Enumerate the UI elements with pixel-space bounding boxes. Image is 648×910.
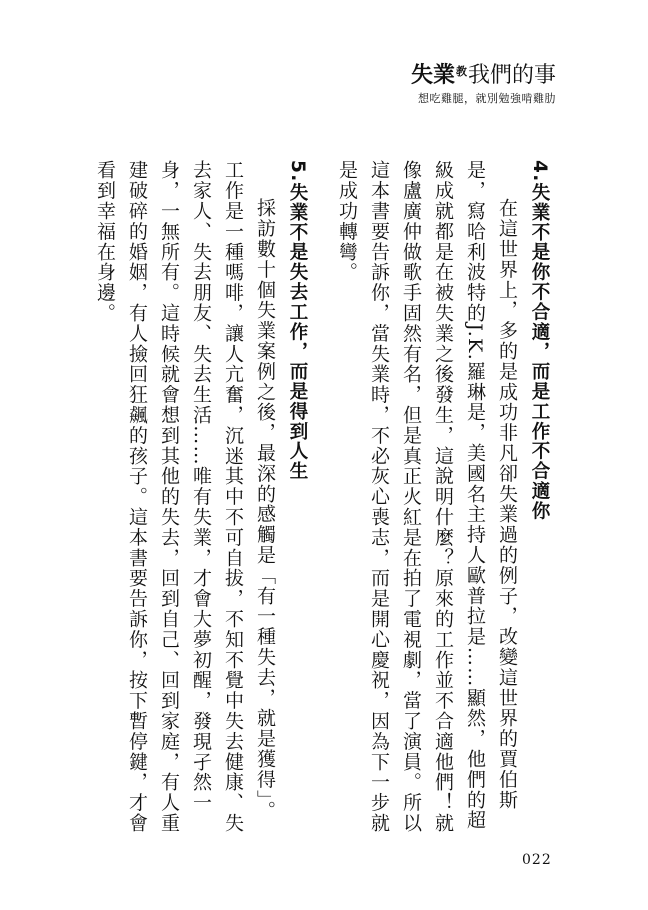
running-header bbox=[411, 58, 556, 106]
section-heading-5: 5.失業不是失去工作，而是得到人生 bbox=[287, 160, 308, 482]
section-paragraph-5: 採訪數十個失業案例之後，最深的感觸是「有一種失去，就是獲得」。工作是一種嗎啡，讓人亢奮，沉迷其中不可自拔，不知不覺中失去健康、失去家人、失去朋友、失去生活……唯有失業，才會大夢初醒，發現孑然一身，一無所有。這時候就會想到其他的失去，回到自己、回到家庭，有人重建破碎的婚姻，有人撿回狂飆的孩子。這本書要告訴你，按下暫停鍵，才會看到幸福在身邊。 bbox=[94, 160, 276, 834]
section-spacer bbox=[313, 160, 331, 840]
book-title-part1: 失業 bbox=[410, 63, 455, 88]
section-paragraph-4: 在這世界上，多的是成功非凡卻失業過的例子，改變這世界的賈伯斯是，寫哈利波特的J.K.羅琳是，美國名主持人歐普拉是……顯然，他們的超級成就都是在被失業之後發生，這說明什麼？原來的工作並不合適他們！就像盧廣仲做歌手固然有名，但是真正火紅是在拍了電視劇，當了演員。所以這本書要告訴你，當失業時，不必灰心喪志，而是開心慶祝，因為下一步就是成功轉彎。 bbox=[336, 160, 518, 834]
section-heading-4: 4.失業不是你不合適，而是工作不合適你 bbox=[529, 160, 550, 522]
book-title-small-char: 教 bbox=[455, 65, 467, 78]
book-title bbox=[411, 58, 556, 90]
book-title-part2: 我們的事 bbox=[467, 63, 556, 88]
book-subtitle: 想吃雞腿，就別勉強啃雞肋 bbox=[418, 92, 556, 105]
page-number: 022 bbox=[522, 852, 552, 868]
vertical-body-text bbox=[94, 160, 555, 840]
